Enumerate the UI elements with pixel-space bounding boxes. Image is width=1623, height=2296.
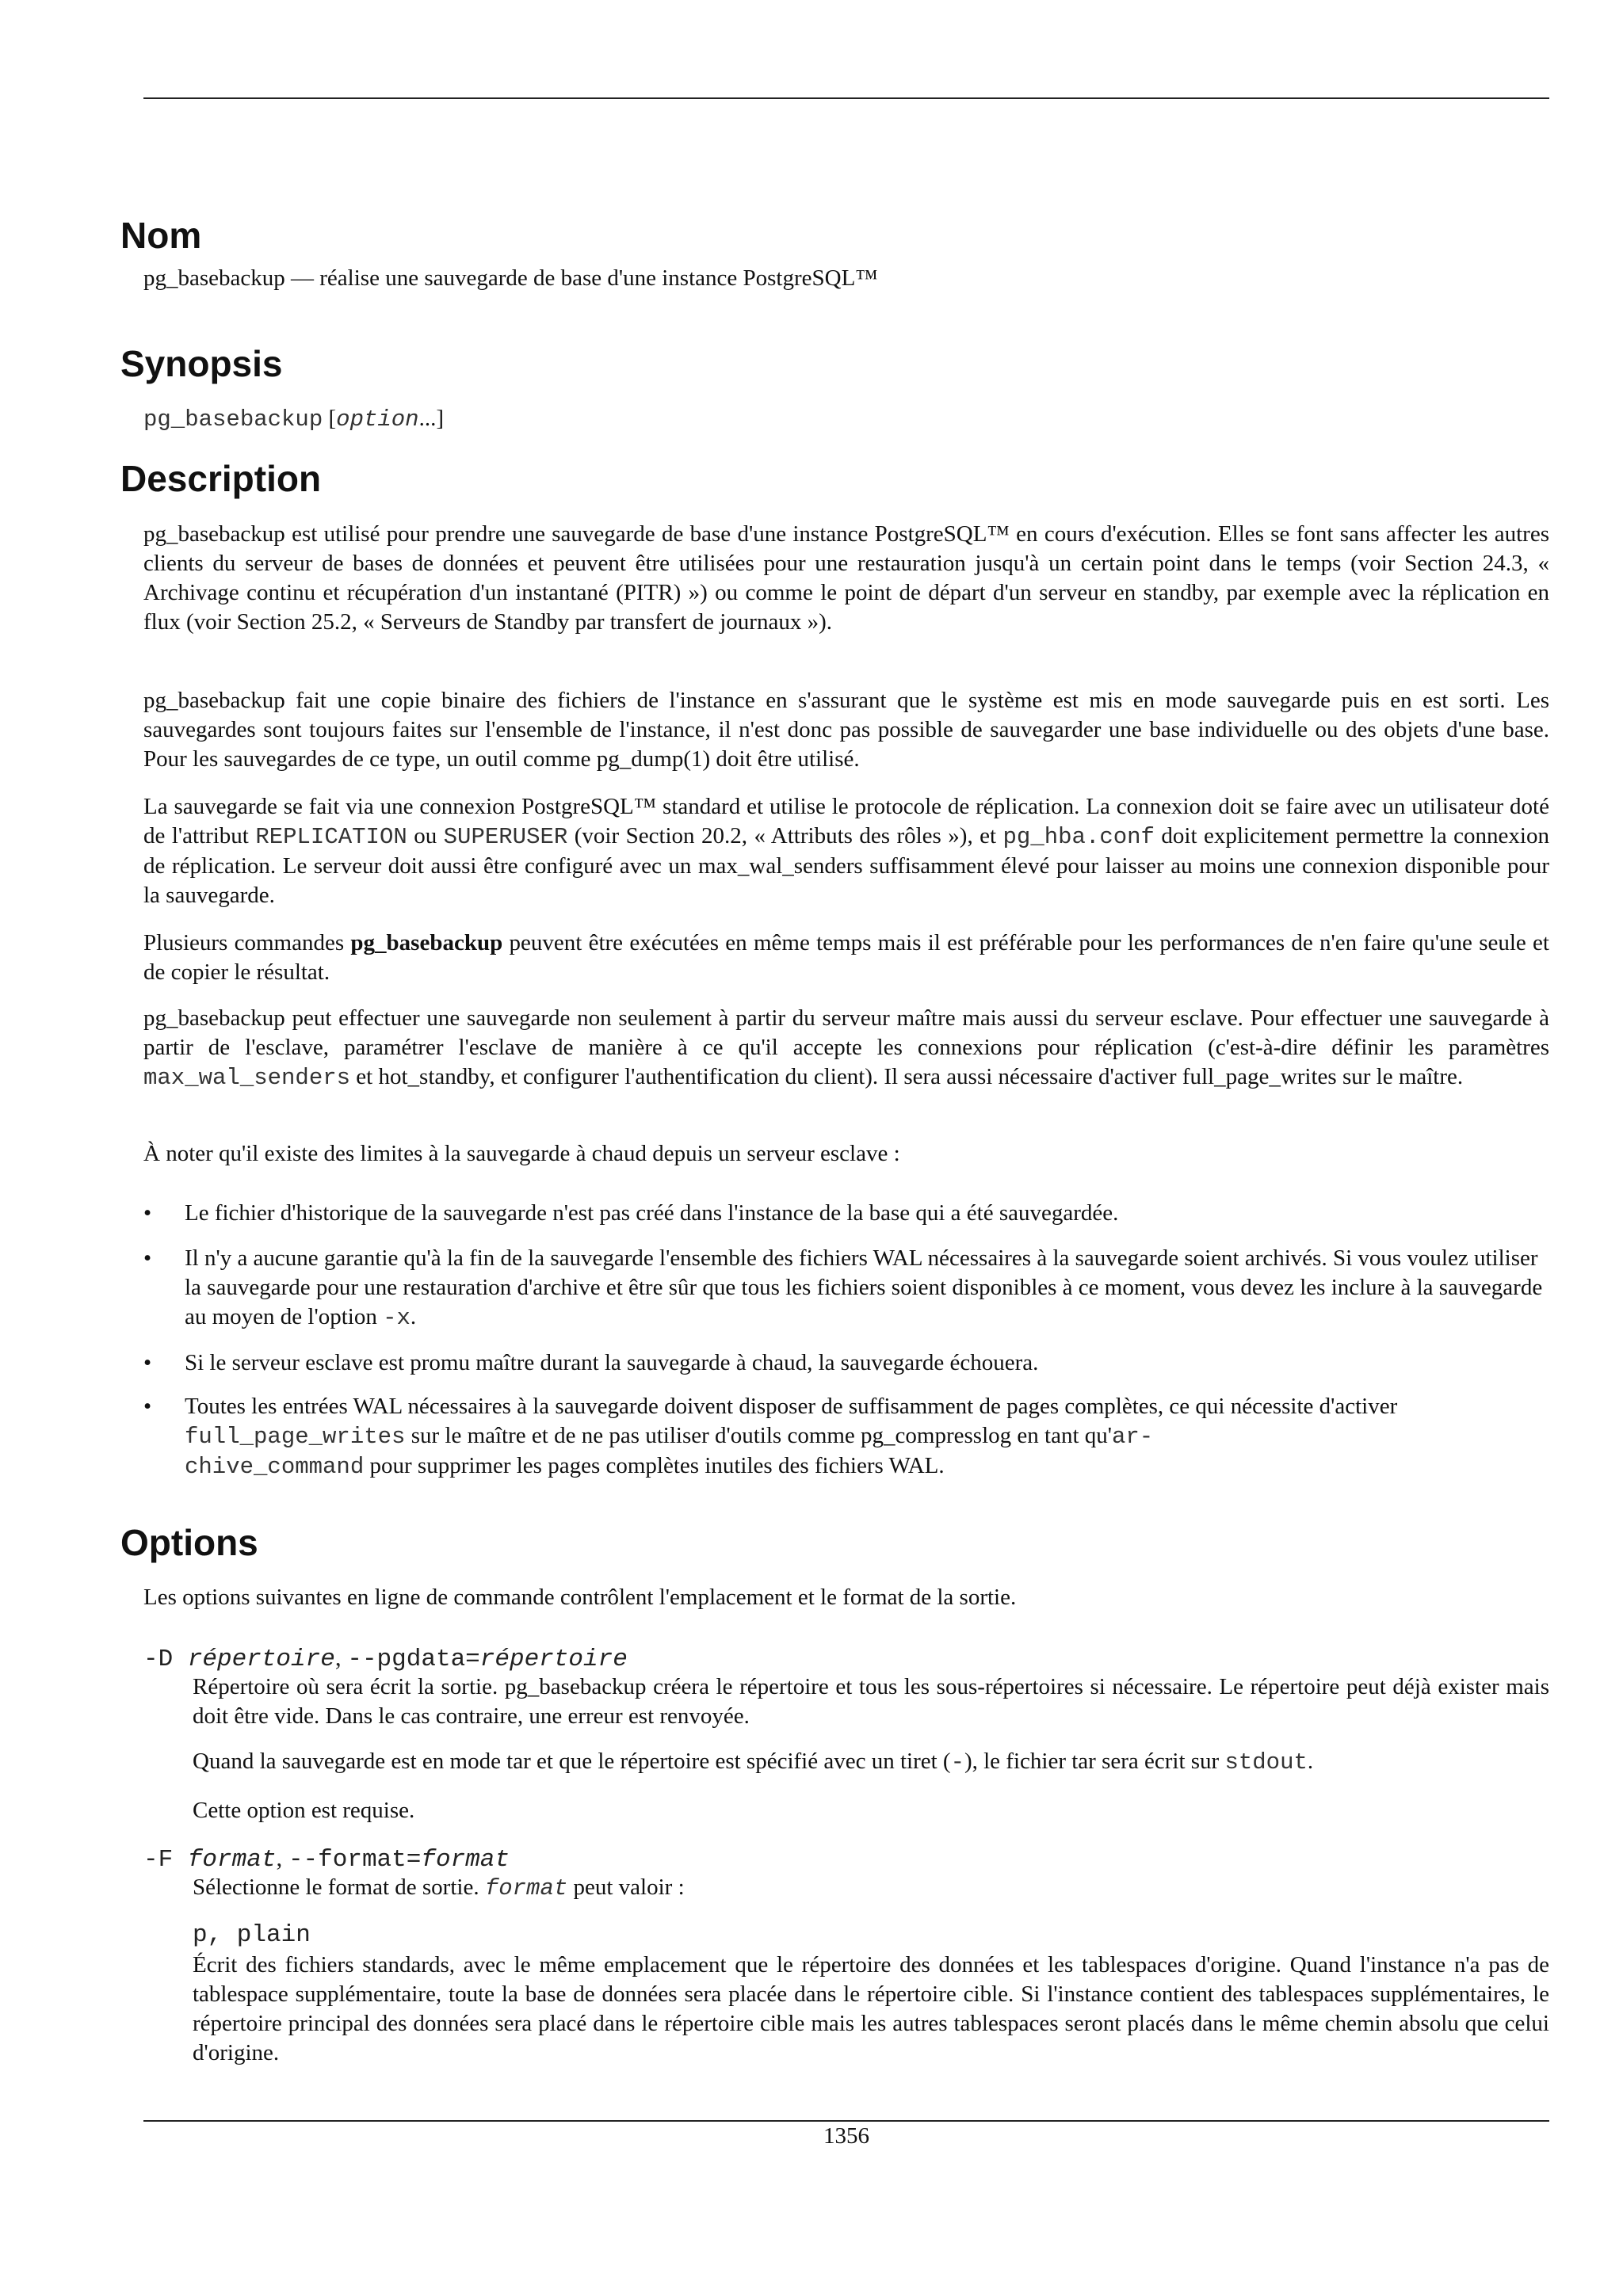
synopsis-command: pg_basebackup: [143, 406, 323, 433]
nom-text: pg_basebackup — réalise une sauvegarde de base d'une instance PostgreSQL™: [143, 265, 878, 291]
code-replication: REPLICATION: [255, 824, 407, 850]
synopsis-close: ...]: [418, 406, 445, 431]
code-x-option: -x: [383, 1305, 411, 1331]
heading-options: Options: [120, 1522, 258, 1563]
bullet-marker: •: [143, 1394, 152, 1419]
description-p1: pg_basebackup est utilisé pour prendre une sauvegarde de base d'une instance PostgreSQL™ en cours d'exécution. Elles se font sans affecter les autres clients du serveur de bases de données et peuvent être utilisées pour une restauration jusqu'à un certain point dans le temps (voir Section 24.3, « Archivage continu et récupération d'un instantané (PITR) ») ou comme le point de départ d'un serveur en standby, par exemple avec la réplication en flux (voir Section 25.2, « Serveurs de Standby par transfert de journaux »).: [143, 521, 1549, 635]
document-page: Nom pg_basebackup — réalise une sauvegarde de base d'une instance PostgreSQL™ Synopsis pg_basebackup [option...] Description pg_basebackup est utilisé pour prendre une sauvegarde de base d'une instance PostgreSQL™ en cours d'exécution. Elles se font sans affecter les autres clients du serveur de bases de données et peuvent être utilisées pour une restauration jusqu'à un certain point dans le temps (voir Section 24.3, « Archivage continu et récupération d'un instantané (PITR) ») ou comme le point de départ d'un serveur en standby, par exemple avec la réplication en flux (voir Section 25.2, « Serveurs de Standby par transfert de journaux »). pg_basebackup fait une copie binaire des fichiers de l'instance en s'assurant que le système est mis en mode sauvegarde puis en est sorti. Les sauvegardes sont toujours faites sur l'ensemble de l'instance, il n'est donc pas possible de sauvegarder une base individuelle ou des objets d'une base. Pour les sauvegardes de ce type, un outil comme pg_dump(1) doit être utilisé. La sauvegarde se fait via une connexion PostgreSQL™ standard et utilise le protocole de réplication. La connexion doit se faire avec un utilisateur doté de l'attribut REPLICATION ou SUPERUSER (voir Section 20.2, « Attributs des rôles »), et pg_hba.conf doit explicitement permettre la connexion de réplication. Le serveur doit aussi être configuré avec un max_wal_senders suffisamment élevé pour laisser au moins une connexion disponible pour la sauvegarde. Plusieurs commandes pg_basebackup peuvent être exécutées en même temps mais il est préférable pour les performances de n'en faire qu'une seule et de copier le résultat. pg_basebackup peut effectuer une sauvegarde non seulement à partir du serveur maître mais aussi du serveur esclave. Pour effectuer une sauvegarde à partir de l'esclave, paramétrer l'esclave de manière à ce qu'il accepte les connexions pour réplication (c'est-à-dire définir les paramètres max_wal_senders et hot_standby, et configurer l'authentification du client). Il sera aussi nécessaire d'activer full_page_writes sur le maître. À noter qu'il existe des limites à la sauvegarde à chaud depuis un serveur esclave : • Le fichier d'historique de la sauvegarde n'est pas créé dans l'instance de la base qui a été sauvegardée. • Il n'y a aucune garantie qu'à la fin de la sauvegarde l'ensemble des fichiers WAL nécessaires à la sauvegarde soient archivés. Si vous voulez utiliser la sauvegarde pour une restauration d'archive et être sûr que tous les fichiers soient disponibles à ce moment, vous devez les inclure à la sauvegarde au moyen de l'option -x. • Si le serveur esclave est promu maître durant la sauvegarde à chaud, la sauvegarde échouera. • Toutes les entrées WAL nécessaires à la sauvegarde doivent disposer de suffisamment de pages complètes, ce qui nécessite d'activer full_page_writes sur le maître et de ne pas utiliser d'outils comme pg_compresslog en tant qu'ar- chive_command pour supprimer les pages complètes inutiles des fichiers WAL. Options Les options suivantes en ligne de commande contrôlent l'emplacement et le format de la sortie. -D répertoire, --pgdata=répertoire Répertoire où sera écrit la sortie. pg_basebackup créera le répertoire et tous les sous-répertoires si nécessaire. Le répertoire peut déjà exister mais doit être vide. Dans le cas contraire, une erreur est renvoyée. Quand la sauvegarde est en mode tar et que le répertoire est spécifié avec un tiret (-), le fichier tar sera écrit sur stdout. Cette option est requise. -F format, --format=format Sélectionne le format de sortie. format peut valoir : p, plain Écrit des fichiers standards, avec le même emplacement que le répertoire des données et les tablespaces d'origine. Quand l'instance n'a pas de tablespace supplémentaire, toute la base de données sera placée dans le répertoire cible. Si l'instance contient des tablespaces supplémentaires, le répertoire principal des données sera placé dans le répertoire cible mais les autres tablespaces seront placés dans le même chemin absolu que celui d'origine. 1356: [0, 0, 1623, 2296]
description-p4: Plusieurs commandes pg_basebackup peuvent être exécutées en même temps mais il est préférable pour les performances de n'en faire qu'une seule et de copier le résultat.: [143, 930, 1549, 985]
bullet-marker: •: [143, 1200, 152, 1226]
code-full-page-writes: full_page_writes: [185, 1424, 406, 1450]
option-F-desc: Sélectionne le format de sortie. format peut valoir :: [193, 1875, 685, 1901]
bullet-marker: •: [143, 1245, 152, 1271]
format-plain-desc: Écrit des fichiers standards, avec le même emplacement que le répertoire des données et les tablespaces d'origine. Quand l'instance n'a pas de tablespace supplémentaire, toute la base de données sera placée dans le répertoire cible. Si l'instance contient des tablespaces supplémentaires, le répertoire principal des données sera placé dans le répertoire cible mais les autres tablespaces seront placés dans le même chemin absolu que celui d'origine.: [193, 1952, 1549, 2065]
code-max-wal-senders: max_wal_senders: [143, 1065, 351, 1091]
heading-description: Description: [120, 458, 322, 499]
description-p5: pg_basebackup peut effectuer une sauvegarde non seulement à partir du serveur maître mais aussi du serveur esclave. Pour effectuer une sauvegarde à partir de l'esclave, paramétrer l'esclave de manière à ce qu'il accepte les connexions pour réplication (c'est-à-dire définir les paramètres max_wal_senders et hot_standby, et configurer l'authentification du client). Il sera aussi nécessaire d'activer full_page_writes sur le maître.: [143, 1005, 1549, 1091]
code-dash: -: [950, 1749, 964, 1775]
option-F-term: -F format, --format=format: [143, 1844, 510, 1874]
option-D-desc-3: Cette option est requise.: [193, 1798, 415, 1823]
option-D-desc-1: Répertoire où sera écrit la sortie. pg_basebackup créera le répertoire et tous les sous-répertoires si nécessaire. Le répertoire peut déjà exister mais doit être vide. Dans le cas contraire, une erreur est renvoyée.: [193, 1674, 1549, 1729]
description-p6: À noter qu'il existe des limites à la sauvegarde à chaud depuis un serveur esclave :: [143, 1141, 900, 1166]
format-plain-term: p, plain: [193, 1921, 311, 1949]
option-D-term: -D répertoire, --pgdata=répertoire: [143, 1643, 628, 1673]
description-p3: La sauvegarde se fait via une connexion PostgreSQL™ standard et utilise le protocole de réplication. La connexion doit se faire avec un utilisateur doté de l'attribut REPLICATION ou SUPERUSER (voir Section 20.2, « Attributs des rôles »), et pg_hba.conf doit explicitement permettre la connexion de réplication. Le serveur doit aussi être configuré avec un max_wal_senders suffisamment élevé pour laisser au moins une connexion disponible pour la sauvegarde.: [143, 794, 1549, 908]
code-format: format: [484, 1875, 568, 1901]
synopsis-line: [143, 404, 1549, 434]
page-number: 1356: [823, 2123, 869, 2149]
code-archive-command-part1: ar-: [1111, 1424, 1154, 1450]
code-archive-command-part2: chive_command: [185, 1454, 365, 1480]
header-rule: [143, 97, 1549, 99]
synopsis-bracket: [: [323, 406, 337, 431]
options-intro: Les options suivantes en ligne de commande contrôlent l'emplacement et le format de la sortie.: [143, 1585, 1017, 1610]
heading-synopsis: Synopsis: [120, 343, 283, 384]
bold-pg-basebackup: pg_basebackup: [350, 930, 503, 955]
code-pg-hba: pg_hba.conf: [1002, 824, 1155, 850]
heading-nom: Nom: [120, 215, 202, 256]
bullet-marker: •: [143, 1350, 152, 1375]
description-p2: pg_basebackup fait une copie binaire des fichiers de l'instance en s'assurant que le système est mis en mode sauvegarde puis en est sorti. Les sauvegardes sont toujours faites sur l'ensemble de l'instance, il n'est donc pas possible de sauvegarder une base individuelle ou des objets d'une base. Pour les sauvegardes de ce type, un outil comme pg_dump(1) doit être utilisé.: [143, 688, 1549, 772]
synopsis-option: option: [336, 406, 419, 433]
option-D-desc-2: Quand la sauvegarde est en mode tar et que le répertoire est spécifié avec un tiret (-), le fichier tar sera écrit sur stdout.: [193, 1749, 1314, 1775]
code-superuser: SUPERUSER: [443, 824, 568, 850]
code-stdout: stdout: [1224, 1749, 1308, 1775]
